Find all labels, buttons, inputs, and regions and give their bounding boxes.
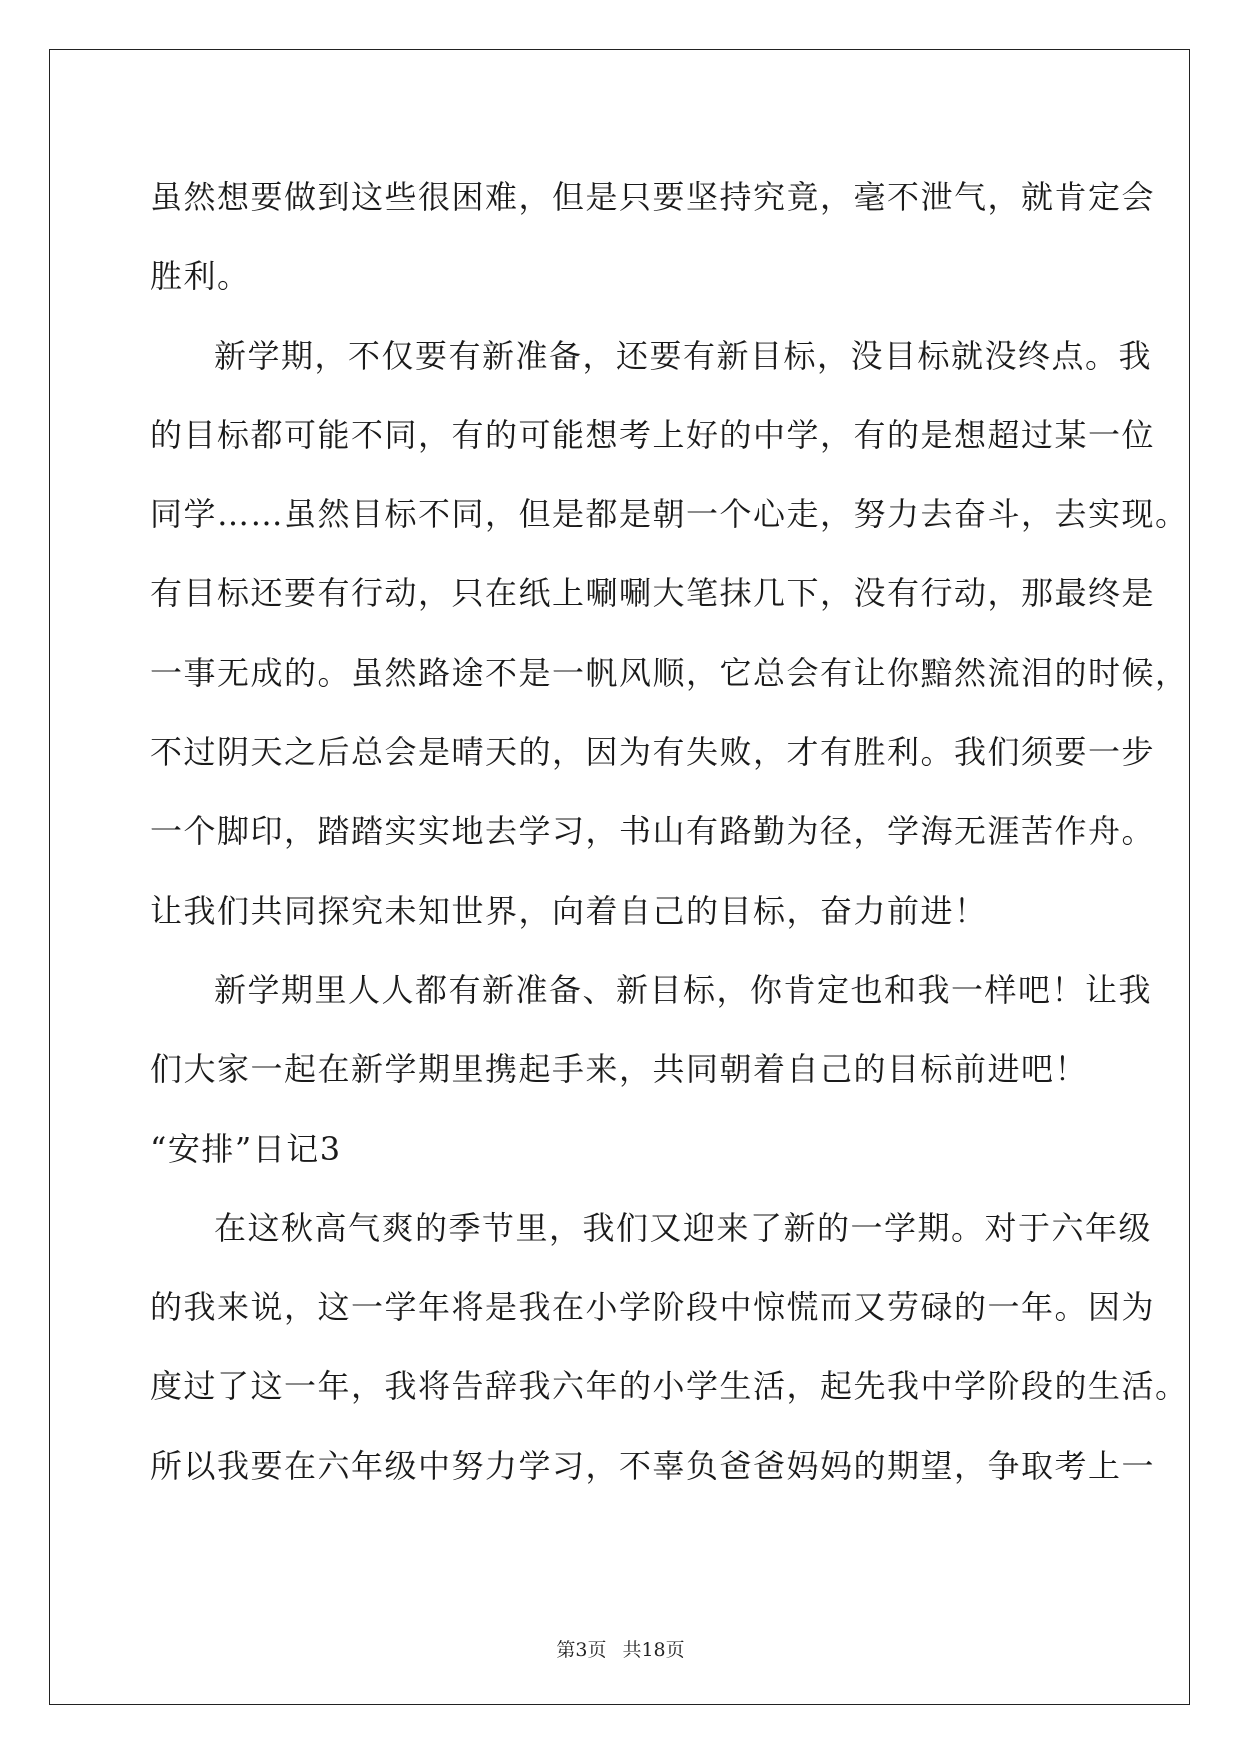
text-line: 同学……虽然目标不同，但是都是朝一个心走，努力去奋斗，去实现。	[150, 495, 1189, 534]
text-line: 胜利。	[150, 257, 251, 296]
section-heading: “安排”日记3	[150, 1129, 342, 1168]
page-footer	[0, 1635, 1241, 1662]
text-line: 让我们共同探究未知世界，向着自己的目标，奋力前进！	[150, 891, 988, 930]
page-number: 第3页	[556, 1639, 607, 1661]
paragraph-start-line: 新学期，不仅要有新准备，还要有新目标，没目标就没终点。我	[214, 336, 1153, 375]
text-line: 一事无成的。虽然路途不是一帆风顺，它总会有让你黯然流泪的时候，	[150, 653, 1189, 692]
text-line: 不过阴天之后总会是晴天的，因为有失败，才有胜利。我们须要一步	[150, 733, 1156, 772]
text-line: 所以我要在六年级中努力学习，不辜负爸爸妈妈的期望，争取考上一	[150, 1446, 1156, 1485]
paragraph-start-line: 新学期里人人都有新准备、新目标，你肯定也和我一样吧！让我	[214, 970, 1153, 1009]
text-line: 虽然想要做到这些很困难，但是只要坚持究竟，毫不泄气，就肯定会	[150, 178, 1156, 216]
paragraph-start-line: 在这秋高气爽的季节里，我们又迎来了新的一学期。对于六年级	[214, 1208, 1153, 1247]
text-line: 度过了这一年，我将告辞我六年的小学生活，起先我中学阶段的生活。	[150, 1367, 1189, 1406]
document-body	[150, 158, 1189, 1506]
text-line: 们大家一起在新学期里携起手来，共同朝着自己的目标前进吧！	[150, 1050, 1089, 1089]
text-line: 的我来说，这一学年将是我在小学阶段中惊慌而又劳碌的一年。因为	[150, 1288, 1156, 1327]
text-line: 的目标都可能不同，有的可能想考上好的中学，有的是想超过某一位	[150, 415, 1156, 454]
text-line: 一个脚印，踏踏实实地去学习，书山有路勤为径，学海无涯苦作舟。	[150, 812, 1156, 851]
page-total: 共18页	[622, 1639, 685, 1661]
text-line: 有目标还要有行动，只在纸上唰唰大笔抹几下，没有行动，那最终是	[150, 574, 1156, 613]
